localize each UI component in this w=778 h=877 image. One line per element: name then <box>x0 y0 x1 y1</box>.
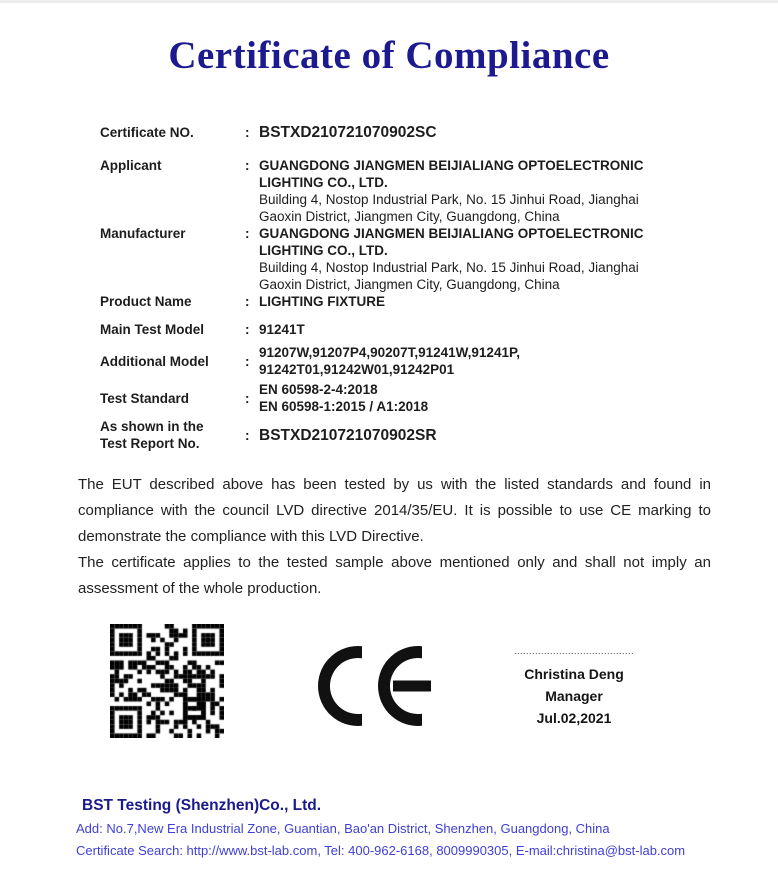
manufacturer-address-line1: Building 4, Nostop Industrial Park, No. 15 Jinhui Road, Jianghai <box>259 260 639 275</box>
product-name-value: LIGHTING FIXTURE <box>259 294 385 309</box>
footer-company-name: BST Testing (Shenzhen)Co., Ltd. <box>82 797 322 814</box>
applicant-address-line2: Gaoxin District, Jiangmen City, Guangdong, China <box>259 209 560 224</box>
manufacturer-value <box>259 225 718 293</box>
logos-section <box>0 624 778 754</box>
main-test-model-label: Main Test Model <box>100 322 205 337</box>
field-row-manufacturer <box>100 225 718 293</box>
certificate-no-label: Certificate NO. <box>100 125 194 140</box>
field-row-additional-model <box>100 344 718 378</box>
statement-text <box>78 472 711 602</box>
ce-marking-icon <box>318 646 431 726</box>
test-report-label-line1: As shown in the <box>100 419 204 434</box>
test-report-label-line2: Test Report No. <box>100 436 200 451</box>
test-standard-value <box>259 381 718 415</box>
page-title: Certificate of Compliance <box>168 34 610 77</box>
colon-separator: : <box>245 353 250 369</box>
colon-separator: : <box>245 427 250 443</box>
applicant-label: Applicant <box>100 158 162 173</box>
applicant-value <box>259 157 718 225</box>
signature-date: Jul.02,2021 <box>536 710 612 726</box>
certificate-fields <box>100 124 718 452</box>
field-row-applicant <box>100 157 718 225</box>
test-standard-label: Test Standard <box>100 390 190 406</box>
test-standard-line2: EN 60598-1:2015 / A1:2018 <box>259 399 429 414</box>
colon-separator: : <box>245 390 250 406</box>
manufacturer-address-line2: Gaoxin District, Jiangmen City, Guangdong, China <box>259 277 560 292</box>
colon-separator: : <box>245 294 250 309</box>
field-row-test-standard <box>100 381 718 415</box>
product-name-label: Product Name <box>100 294 192 309</box>
additional-model-line2: 91242T01,91242W01,91242P01 <box>259 362 455 377</box>
colon-separator: : <box>245 226 250 241</box>
field-row-product-name <box>100 293 718 310</box>
signature-dotted-line: ........................................ <box>513 646 635 656</box>
signatory-title: Manager <box>545 688 603 704</box>
footer <box>0 796 778 860</box>
applicant-name-line1: GUANGDONG JIANGMEN BEIJIALIANG OPTOELECTRONIC <box>259 158 644 173</box>
field-row-main-test-model <box>100 321 718 338</box>
footer-certificate-search: Certificate Search: http://www.bst-lab.com, Tel: 400-962-6168, 8009990305, E-mail:christina@bst-lab.com <box>76 843 686 858</box>
field-row-certificate-no <box>100 124 718 141</box>
manufacturer-name-line1: GUANGDONG JIANGMEN BEIJIALIANG OPTOELECTRONIC <box>259 226 644 241</box>
signature-block <box>494 646 654 729</box>
additional-model-value <box>259 344 718 378</box>
colon-separator: : <box>245 322 250 337</box>
main-test-model-value: 91241T <box>259 322 305 337</box>
certificate-no-value: BSTXD210721070902SC <box>259 124 437 141</box>
footer-address: Add: No.7,New Era Industrial Zone, Guantian, Bao'an District, Shenzhen, Guangdong, China <box>76 821 610 836</box>
qr-code-icon <box>110 624 224 738</box>
test-standard-line1: EN 60598-2-4:2018 <box>259 382 378 397</box>
statement-paragraph-1: The EUT described above has been tested by us with the listed standards and found in compliance with the council LVD directive 2014/35/EU. It is possible to use CE marking to demonstrate the compliance with this LVD Directive. <box>78 476 711 545</box>
test-report-value: BSTXD210721070902SR <box>259 426 437 444</box>
field-row-test-report <box>100 418 718 452</box>
test-report-label <box>100 418 245 452</box>
additional-model-label: Additional Model <box>100 353 209 369</box>
manufacturer-name-line2: LIGHTING CO., LTD. <box>259 243 388 258</box>
signatory-name: Christina Deng <box>524 666 624 682</box>
statement-paragraph-2: The certificate applies to the tested sample above mentioned only and shall not imply an assessment of the whole production. <box>78 554 711 597</box>
colon-separator: : <box>245 158 250 173</box>
manufacturer-label: Manufacturer <box>100 226 186 241</box>
applicant-name-line2: LIGHTING CO., LTD. <box>259 175 388 190</box>
applicant-address-line1: Building 4, Nostop Industrial Park, No. 15 Jinhui Road, Jianghai <box>259 192 639 207</box>
additional-model-line1: 91207W,91207P4,90207T,91241W,91241P, <box>259 345 520 360</box>
colon-separator: : <box>245 125 250 140</box>
